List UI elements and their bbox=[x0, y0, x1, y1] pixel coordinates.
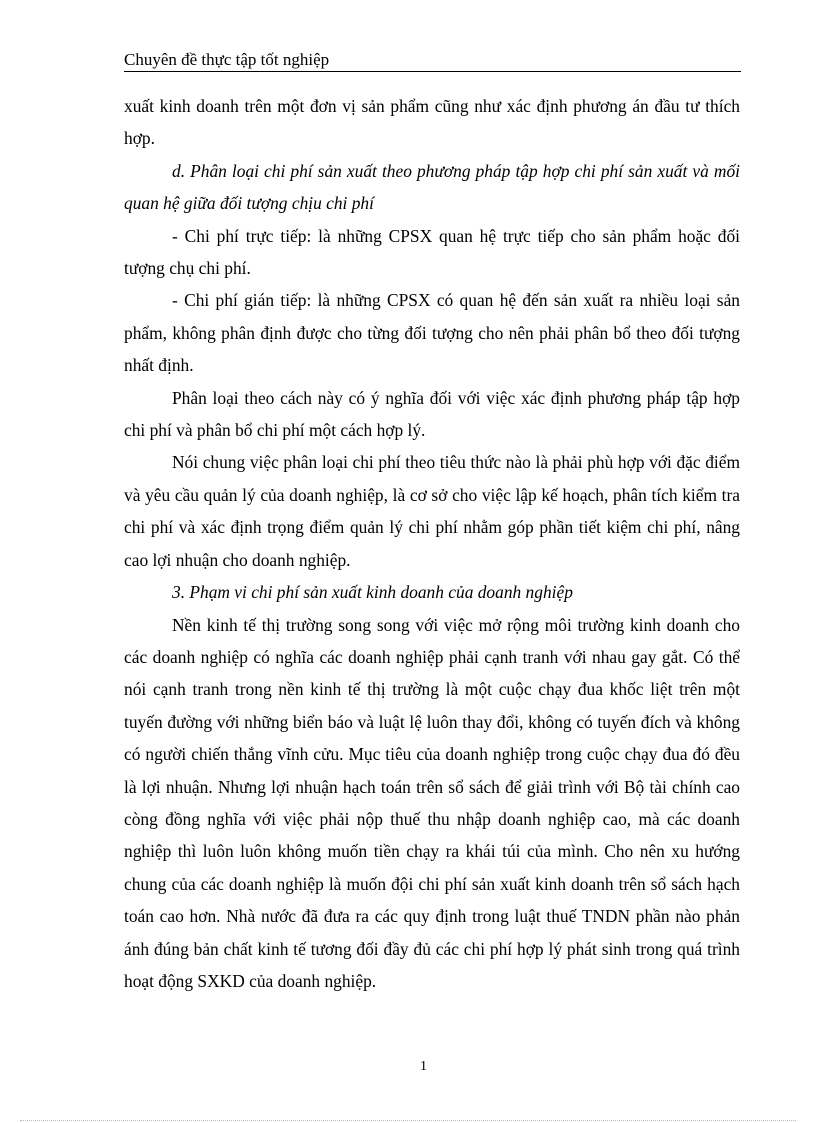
section-heading-d: d. Phân loại chi phí sản xuất theo phương pháp tập hợp chi phí sản xuất và mối quan hệ giữa đối tượng chịu chi phí bbox=[124, 160, 740, 214]
document-body bbox=[124, 90, 740, 997]
header-divider bbox=[124, 71, 741, 72]
page-bottom-border bbox=[20, 1120, 796, 1121]
paragraph-classification-meaning: Phân loại theo cách này có ý nghĩa đối với việc xác định phương pháp tập hợp chi phí và phân bổ chi phí một cách hợp lý. bbox=[124, 387, 740, 441]
paragraph-continuation: xuất kinh doanh trên một đơn vị sản phẩm cũng như xác định phương án đầu tư thích hợp. bbox=[124, 96, 740, 149]
section-heading-3: 3. Phạm vi chi phí sản xuất kinh doanh của doanh nghiệp bbox=[172, 582, 573, 603]
page-header-title: Chuyên đề thực tập tốt nghiệp bbox=[124, 50, 330, 69]
page-number: 1 bbox=[420, 1059, 427, 1074]
paragraph-market-economy: Nền kinh tế thị trường song song với việc mở rộng môi trường kinh doanh cho các doanh nghiệp có nghĩa các doanh nghiệp phải cạnh tranh với nhau gay gắt. Có thể nói cạnh tranh trong nền kinh tế thị trường là một cuộc chạy đua khốc liệt trên một tuyến đường với những biển báo và luật lệ luôn thay đổi, không có tuyến đích và không có người chiến thắng vĩnh cửu. Mục tiêu của doanh nghiệp trong cuộc chạy đua đó đều là lợi nhuận. Nhưng lợi nhuận hạch toán trên sổ sách để giải trình với Bộ tài chính cao còng đồng nghĩa với việc phải nộp thuế thu nhập doanh nghiệp cao, mà các doanh nghiệp thì luôn luôn không muốn tiền chạy ra khái túi của mình. Cho nên xu hướng chung của các doanh nghiệp là muốn đội chi phí sản xuất kinh doanh trên sổ sách hạch toán cao hơn. Nhà nước đã đưa ra các quy định trong luật thuế TNDN phần nào phản ánh đúng bản chất kinh tế tương đối đầy đủ các chi phí hợp lý phát sinh trong quá trình hoạt động SXKD của doanh nghiệp. bbox=[124, 614, 740, 991]
paragraph-general-classification: Nói chung việc phân loại chi phí theo tiêu thức nào là phải phù hợp với đặc điểm và yêu cầu quản lý của doanh nghiệp, là cơ sở cho việc lập kế hoạch, phân tích kiểm tra chi phí và xác định trọng điểm quản lý chi phí nhằm góp phần tiết kiệm chi phí, nâng cao lợi nhuận cho doanh nghiệp. bbox=[124, 452, 740, 570]
paragraph-direct-cost: - Chi phí trực tiếp: là những CPSX quan hệ trực tiếp cho sản phẩm hoặc đối tượng chụ chi phí. bbox=[124, 225, 740, 279]
paragraph-indirect-cost: - Chi phí gián tiếp: là những CPSX có quan hệ đến sản xuất ra nhiều loại sản phẩm, không phân định được cho từng đối tượng cho nên phải phân bổ theo đối tượng nhất định. bbox=[124, 290, 740, 376]
